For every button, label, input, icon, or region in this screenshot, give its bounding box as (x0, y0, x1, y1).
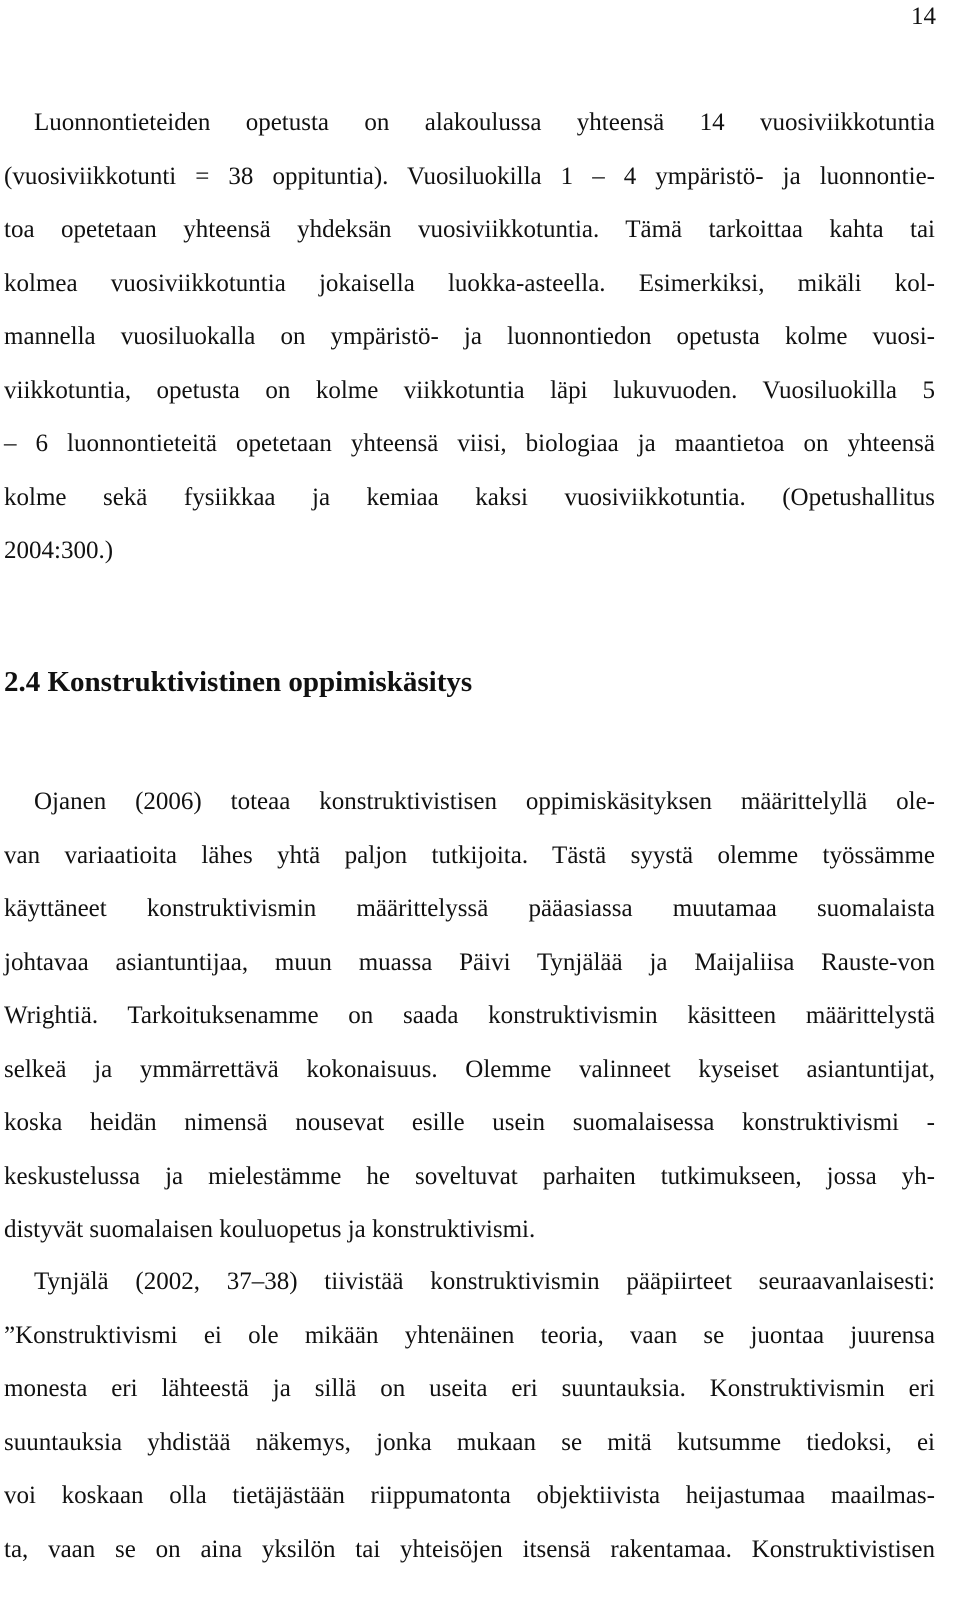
text-line: ta, vaan se on aina yksilön tai yhteisöjen itsensä rakentamaa. Konstruktivistisen (4, 1535, 935, 1563)
text-line: viikkotuntia, opetusta on kolme viikkotuntia läpi lukuvuoden. Vuosiluokilla 5 (4, 376, 935, 404)
text-line: suuntauksia yhdistää näkemys, jonka mukaan se mitä kutsumme tiedoksi, ei (4, 1428, 935, 1456)
text-line: keskustelussa ja mielestämme he soveltuvat parhaiten tutkimukseen, jossa yh- (4, 1162, 935, 1190)
paragraph-tynjala (4, 1255, 935, 1576)
text-line: ”Konstruktivismi ei ole mikään yhtenäinen teoria, vaan se juontaa juurensa (4, 1321, 935, 1349)
text-line: Tynjälä (2002, 37–38) tiivistää konstruktivismin pääpiirteet seuraavanlaisesti: (34, 1268, 935, 1295)
text-line: kolmea vuosiviikkotuntia jokaisella luokka-asteella. Esimerkiksi, mikäli kol- (4, 269, 935, 297)
text-line: 2004:300.) (4, 537, 114, 564)
page-number: 14 (911, 3, 936, 30)
text-line: johtavaa asiantuntijaa, muun muassa Päivi Tynjälää ja Maijaliisa Rauste-von (4, 948, 935, 976)
text-line: mannella vuosiluokalla on ympäristö- ja luonnontiedon opetusta kolme vuosi- (4, 323, 935, 350)
text-line: selkeä ja ymmärrettävä kokonaisuus. Olemme valinneet kyseiset asiantuntijat, (4, 1055, 935, 1083)
text-line: käyttäneet konstruktivismin määrittelyssä pääasiassa muutamaa suomalaista (4, 895, 935, 922)
text-line: Wrightiä. Tarkoituksenamme on saada konstruktivismin käsitteen määrittelystä (4, 1002, 935, 1029)
section-heading: 2.4 Konstruktivistinen oppimiskäsitys (4, 666, 473, 698)
text-line: monesta eri lähteestä ja sillä on useita eri suuntauksia. Konstruktivismin eri (4, 1375, 935, 1402)
text-line: kolme sekä fysiikkaa ja kemiaa kaksi vuosiviikkotuntia. (Opetushallitus (4, 483, 935, 511)
text-line: Ojanen (2006) toteaa konstruktivistisen oppimiskäsityksen määrittelyllä ole- (34, 788, 935, 815)
text-line: Luonnontieteiden opetusta on alakoulussa yhteensä 14 vuosiviikkotuntia (34, 109, 935, 136)
text-line: toa opetetaan yhteensä yhdeksän vuosiviikkotuntia. Tämä tarkoittaa kahta tai (4, 216, 935, 243)
paragraph-ojanen (4, 775, 935, 1257)
text-line: distyvät suomalaisen kouluopetus ja konstruktivismi. (4, 1216, 536, 1243)
text-line: van variaatioita lähes yhtä paljon tutkijoita. Tästä syystä olemme työssämme (4, 841, 935, 869)
text-line: (vuosiviikkotunti = 38 oppituntia). Vuosiluokilla 1 – 4 ympäristö- ja luonnontie- (4, 162, 935, 190)
paragraph-hours (4, 96, 935, 578)
text-line: koska heidän nimensä nousevat esille usein suomalaisessa konstruktivismi - (4, 1109, 935, 1136)
text-line: voi koskaan olla tietäjästään riippumatonta objektiivista heijastumaa maailmas- (4, 1482, 935, 1509)
text-line: – 6 luonnontieteitä opetetaan yhteensä viisi, biologiaa ja maantietoa on yhteensä (4, 430, 935, 457)
